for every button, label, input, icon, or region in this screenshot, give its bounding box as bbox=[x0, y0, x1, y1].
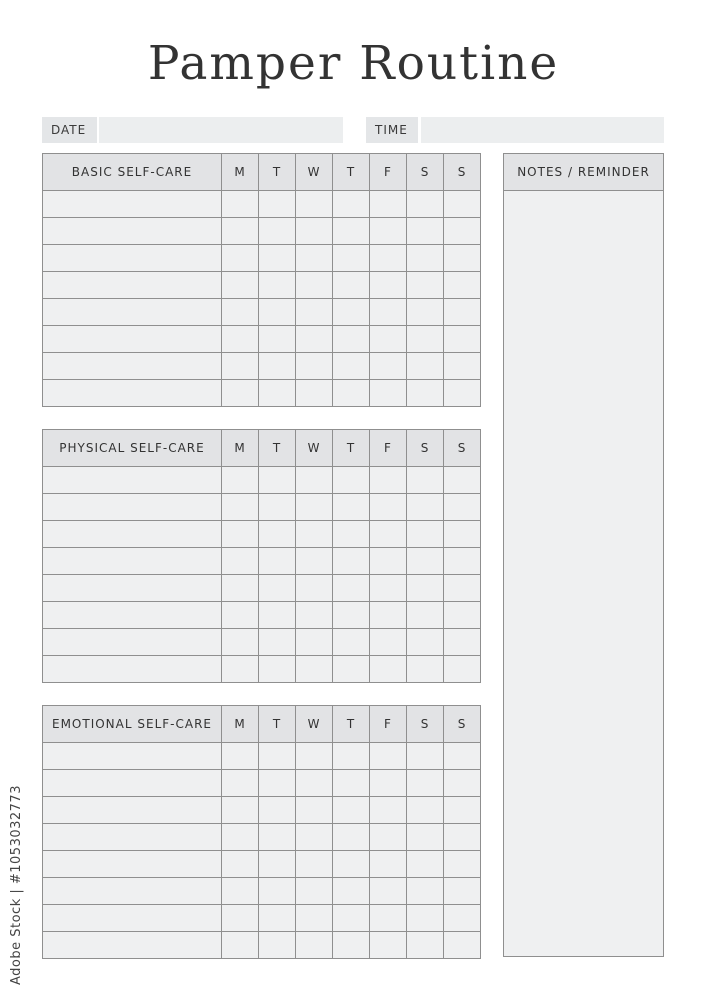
check-cell[interactable] bbox=[222, 770, 259, 797]
check-cell[interactable] bbox=[222, 602, 259, 629]
notes-area[interactable] bbox=[504, 191, 663, 957]
check-cell[interactable] bbox=[444, 797, 481, 824]
check-cell[interactable] bbox=[407, 575, 444, 602]
check-cell[interactable] bbox=[407, 905, 444, 932]
check-cell[interactable] bbox=[333, 824, 370, 851]
check-cell[interactable] bbox=[333, 548, 370, 575]
table-row bbox=[43, 851, 481, 878]
check-cell[interactable] bbox=[259, 905, 296, 932]
check-cell[interactable] bbox=[444, 656, 481, 683]
check-cell[interactable] bbox=[444, 548, 481, 575]
check-cell[interactable] bbox=[296, 245, 333, 272]
check-cell[interactable] bbox=[407, 797, 444, 824]
table-row bbox=[43, 932, 481, 959]
check-cell[interactable] bbox=[222, 851, 259, 878]
check-cell[interactable] bbox=[370, 380, 407, 407]
task-cell[interactable] bbox=[43, 770, 222, 797]
check-cell[interactable] bbox=[444, 272, 481, 299]
day-header: T bbox=[259, 430, 296, 467]
check-cell[interactable] bbox=[407, 770, 444, 797]
check-cell[interactable] bbox=[370, 743, 407, 770]
check-cell[interactable] bbox=[296, 494, 333, 521]
check-cell[interactable] bbox=[259, 326, 296, 353]
day-header: W bbox=[296, 706, 333, 743]
check-cell[interactable] bbox=[333, 797, 370, 824]
table-row bbox=[43, 245, 481, 272]
check-cell[interactable] bbox=[444, 521, 481, 548]
check-cell[interactable] bbox=[370, 575, 407, 602]
time-field[interactable] bbox=[421, 117, 664, 143]
task-cell[interactable] bbox=[43, 326, 222, 353]
check-cell[interactable] bbox=[296, 218, 333, 245]
task-cell[interactable] bbox=[43, 272, 222, 299]
task-cell[interactable] bbox=[43, 743, 222, 770]
table-row bbox=[43, 494, 481, 521]
check-cell[interactable] bbox=[370, 602, 407, 629]
check-cell[interactable] bbox=[222, 932, 259, 959]
check-cell[interactable] bbox=[407, 272, 444, 299]
check-cell[interactable] bbox=[370, 245, 407, 272]
task-cell[interactable] bbox=[43, 656, 222, 683]
check-cell[interactable] bbox=[222, 272, 259, 299]
check-cell[interactable] bbox=[333, 191, 370, 218]
check-cell[interactable] bbox=[259, 629, 296, 656]
section-heading: EMOTIONAL SELF-CARE bbox=[43, 706, 222, 743]
check-cell[interactable] bbox=[370, 824, 407, 851]
table-row bbox=[43, 548, 481, 575]
check-cell[interactable] bbox=[296, 299, 333, 326]
check-cell[interactable] bbox=[222, 380, 259, 407]
check-cell[interactable] bbox=[259, 494, 296, 521]
day-header: S bbox=[444, 430, 481, 467]
table-row bbox=[43, 656, 481, 683]
day-header: T bbox=[333, 706, 370, 743]
check-cell[interactable] bbox=[444, 602, 481, 629]
task-cell[interactable] bbox=[43, 602, 222, 629]
check-cell[interactable] bbox=[407, 218, 444, 245]
table-row bbox=[43, 467, 481, 494]
check-cell[interactable] bbox=[333, 575, 370, 602]
task-cell[interactable] bbox=[43, 797, 222, 824]
day-header: M bbox=[222, 154, 259, 191]
check-cell[interactable] bbox=[407, 353, 444, 380]
day-header: S bbox=[407, 706, 444, 743]
check-cell[interactable] bbox=[407, 191, 444, 218]
task-cell[interactable] bbox=[43, 380, 222, 407]
check-cell[interactable] bbox=[333, 629, 370, 656]
check-cell[interactable] bbox=[296, 770, 333, 797]
check-cell[interactable] bbox=[259, 878, 296, 905]
check-cell[interactable] bbox=[259, 353, 296, 380]
check-cell[interactable] bbox=[333, 380, 370, 407]
check-cell[interactable] bbox=[259, 743, 296, 770]
table-row bbox=[43, 878, 481, 905]
check-cell[interactable] bbox=[370, 629, 407, 656]
check-cell[interactable] bbox=[407, 743, 444, 770]
check-cell[interactable] bbox=[370, 494, 407, 521]
check-cell[interactable] bbox=[259, 851, 296, 878]
task-cell[interactable] bbox=[43, 575, 222, 602]
table-row bbox=[43, 326, 481, 353]
check-cell[interactable] bbox=[296, 656, 333, 683]
check-cell[interactable] bbox=[333, 743, 370, 770]
check-cell[interactable] bbox=[333, 245, 370, 272]
check-cell[interactable] bbox=[296, 353, 333, 380]
check-cell[interactable] bbox=[259, 770, 296, 797]
check-cell[interactable] bbox=[370, 467, 407, 494]
check-cell[interactable] bbox=[259, 380, 296, 407]
day-header: M bbox=[222, 430, 259, 467]
check-cell[interactable] bbox=[296, 602, 333, 629]
day-header: F bbox=[370, 706, 407, 743]
table-row bbox=[43, 629, 481, 656]
task-cell[interactable] bbox=[43, 629, 222, 656]
check-cell[interactable] bbox=[444, 326, 481, 353]
check-cell[interactable] bbox=[222, 743, 259, 770]
check-cell[interactable] bbox=[370, 326, 407, 353]
table-row bbox=[43, 353, 481, 380]
task-cell[interactable] bbox=[43, 548, 222, 575]
check-cell[interactable] bbox=[222, 575, 259, 602]
table-row bbox=[43, 380, 481, 407]
page-title: Pamper Routine bbox=[147, 36, 560, 91]
task-cell[interactable] bbox=[43, 521, 222, 548]
check-cell[interactable] bbox=[370, 770, 407, 797]
check-cell[interactable] bbox=[222, 245, 259, 272]
check-cell[interactable] bbox=[407, 878, 444, 905]
check-cell[interactable] bbox=[370, 797, 407, 824]
check-cell[interactable] bbox=[407, 521, 444, 548]
check-cell[interactable] bbox=[444, 380, 481, 407]
check-cell[interactable] bbox=[296, 824, 333, 851]
task-cell[interactable] bbox=[43, 245, 222, 272]
check-cell[interactable] bbox=[333, 272, 370, 299]
check-cell[interactable] bbox=[407, 629, 444, 656]
task-cell[interactable] bbox=[43, 824, 222, 851]
table-row bbox=[43, 191, 481, 218]
check-cell[interactable] bbox=[444, 629, 481, 656]
check-cell[interactable] bbox=[333, 851, 370, 878]
check-cell[interactable] bbox=[370, 521, 407, 548]
check-cell[interactable] bbox=[444, 467, 481, 494]
check-cell[interactable] bbox=[370, 878, 407, 905]
check-cell[interactable] bbox=[296, 878, 333, 905]
check-cell[interactable] bbox=[259, 467, 296, 494]
check-cell[interactable] bbox=[444, 905, 481, 932]
check-cell[interactable] bbox=[259, 548, 296, 575]
check-cell[interactable] bbox=[222, 521, 259, 548]
date-label: DATE bbox=[42, 117, 97, 143]
check-cell[interactable] bbox=[407, 824, 444, 851]
check-cell[interactable] bbox=[296, 797, 333, 824]
check-cell[interactable] bbox=[296, 932, 333, 959]
check-cell[interactable] bbox=[333, 218, 370, 245]
check-cell[interactable] bbox=[444, 353, 481, 380]
check-cell[interactable] bbox=[333, 521, 370, 548]
check-cell[interactable] bbox=[407, 380, 444, 407]
table-row bbox=[43, 575, 481, 602]
check-cell[interactable] bbox=[333, 656, 370, 683]
check-cell[interactable] bbox=[222, 326, 259, 353]
check-cell[interactable] bbox=[333, 299, 370, 326]
check-cell[interactable] bbox=[296, 851, 333, 878]
check-cell[interactable] bbox=[259, 602, 296, 629]
check-cell[interactable] bbox=[222, 656, 259, 683]
task-cell[interactable] bbox=[43, 353, 222, 380]
day-header: T bbox=[333, 154, 370, 191]
check-cell[interactable] bbox=[444, 932, 481, 959]
day-header: M bbox=[222, 706, 259, 743]
check-cell[interactable] bbox=[259, 797, 296, 824]
stock-id-stamp: Adobe Stock | #1053032773 bbox=[9, 785, 24, 985]
day-header: T bbox=[333, 430, 370, 467]
task-cell[interactable] bbox=[43, 218, 222, 245]
check-cell[interactable] bbox=[296, 743, 333, 770]
check-cell[interactable] bbox=[296, 905, 333, 932]
check-cell[interactable] bbox=[444, 575, 481, 602]
check-cell[interactable] bbox=[259, 218, 296, 245]
task-cell[interactable] bbox=[43, 191, 222, 218]
check-cell[interactable] bbox=[333, 602, 370, 629]
check-cell[interactable] bbox=[259, 656, 296, 683]
check-cell[interactable] bbox=[296, 380, 333, 407]
day-header: T bbox=[259, 706, 296, 743]
check-cell[interactable] bbox=[407, 932, 444, 959]
check-cell[interactable] bbox=[407, 467, 444, 494]
check-cell[interactable] bbox=[333, 905, 370, 932]
day-header: S bbox=[444, 706, 481, 743]
check-cell[interactable] bbox=[407, 548, 444, 575]
check-cell[interactable] bbox=[333, 878, 370, 905]
check-cell[interactable] bbox=[333, 353, 370, 380]
check-cell[interactable] bbox=[407, 326, 444, 353]
check-cell[interactable] bbox=[407, 851, 444, 878]
day-header: T bbox=[259, 154, 296, 191]
check-cell[interactable] bbox=[333, 770, 370, 797]
basic-self-care-table bbox=[42, 153, 481, 407]
check-cell[interactable] bbox=[370, 656, 407, 683]
check-cell[interactable] bbox=[333, 326, 370, 353]
notes-heading: NOTES / REMINDER bbox=[504, 154, 663, 191]
check-cell[interactable] bbox=[259, 245, 296, 272]
check-cell[interactable] bbox=[296, 272, 333, 299]
check-cell[interactable] bbox=[296, 575, 333, 602]
check-cell[interactable] bbox=[407, 656, 444, 683]
check-cell[interactable] bbox=[259, 932, 296, 959]
check-cell[interactable] bbox=[222, 878, 259, 905]
check-cell[interactable] bbox=[222, 548, 259, 575]
table-row bbox=[43, 602, 481, 629]
check-cell[interactable] bbox=[333, 467, 370, 494]
time-label: TIME bbox=[366, 117, 418, 143]
check-cell[interactable] bbox=[444, 824, 481, 851]
check-cell[interactable] bbox=[222, 905, 259, 932]
check-cell[interactable] bbox=[370, 353, 407, 380]
check-cell[interactable] bbox=[370, 548, 407, 575]
task-cell[interactable] bbox=[43, 467, 222, 494]
check-cell[interactable] bbox=[444, 851, 481, 878]
check-cell[interactable] bbox=[333, 494, 370, 521]
check-cell[interactable] bbox=[222, 494, 259, 521]
check-cell[interactable] bbox=[296, 629, 333, 656]
check-cell[interactable] bbox=[370, 299, 407, 326]
check-cell[interactable] bbox=[296, 326, 333, 353]
table-row bbox=[43, 770, 481, 797]
day-header: W bbox=[296, 154, 333, 191]
check-cell[interactable] bbox=[222, 299, 259, 326]
check-cell[interactable] bbox=[296, 467, 333, 494]
check-cell[interactable] bbox=[407, 299, 444, 326]
table-row bbox=[43, 905, 481, 932]
table-row bbox=[43, 521, 481, 548]
check-cell[interactable] bbox=[444, 878, 481, 905]
notes-panel bbox=[503, 153, 664, 957]
check-cell[interactable] bbox=[370, 191, 407, 218]
check-cell[interactable] bbox=[222, 353, 259, 380]
date-field[interactable] bbox=[99, 117, 343, 143]
table-row bbox=[43, 299, 481, 326]
task-cell[interactable] bbox=[43, 494, 222, 521]
table-row bbox=[43, 743, 481, 770]
section-heading: PHYSICAL SELF-CARE bbox=[43, 430, 222, 467]
task-cell[interactable] bbox=[43, 905, 222, 932]
table-row bbox=[43, 272, 481, 299]
check-cell[interactable] bbox=[370, 905, 407, 932]
check-cell[interactable] bbox=[222, 824, 259, 851]
check-cell[interactable] bbox=[370, 272, 407, 299]
day-header: W bbox=[296, 430, 333, 467]
check-cell[interactable] bbox=[370, 932, 407, 959]
check-cell[interactable] bbox=[259, 521, 296, 548]
check-cell[interactable] bbox=[222, 191, 259, 218]
check-cell[interactable] bbox=[444, 218, 481, 245]
check-cell[interactable] bbox=[222, 629, 259, 656]
check-cell[interactable] bbox=[259, 272, 296, 299]
day-header: F bbox=[370, 154, 407, 191]
table-row bbox=[43, 218, 481, 245]
check-cell[interactable] bbox=[407, 602, 444, 629]
check-cell[interactable] bbox=[444, 245, 481, 272]
day-header: F bbox=[370, 430, 407, 467]
check-cell[interactable] bbox=[296, 191, 333, 218]
day-header: S bbox=[444, 154, 481, 191]
task-cell[interactable] bbox=[43, 878, 222, 905]
day-header: S bbox=[407, 430, 444, 467]
physical-self-care-table bbox=[42, 429, 481, 683]
check-cell[interactable] bbox=[222, 467, 259, 494]
task-cell[interactable] bbox=[43, 299, 222, 326]
check-cell[interactable] bbox=[259, 299, 296, 326]
check-cell[interactable] bbox=[444, 743, 481, 770]
check-cell[interactable] bbox=[407, 494, 444, 521]
check-cell[interactable] bbox=[444, 191, 481, 218]
check-cell[interactable] bbox=[370, 218, 407, 245]
check-cell[interactable] bbox=[333, 932, 370, 959]
check-cell[interactable] bbox=[259, 824, 296, 851]
check-cell[interactable] bbox=[444, 494, 481, 521]
emotional-self-care-table bbox=[42, 705, 481, 959]
check-cell[interactable] bbox=[296, 548, 333, 575]
check-cell[interactable] bbox=[259, 191, 296, 218]
check-cell[interactable] bbox=[370, 851, 407, 878]
check-cell[interactable] bbox=[259, 575, 296, 602]
task-cell[interactable] bbox=[43, 851, 222, 878]
check-cell[interactable] bbox=[407, 245, 444, 272]
check-cell[interactable] bbox=[296, 521, 333, 548]
section-heading: BASIC SELF-CARE bbox=[43, 154, 222, 191]
task-cell[interactable] bbox=[43, 932, 222, 959]
table-row bbox=[43, 824, 481, 851]
table-row bbox=[43, 797, 481, 824]
check-cell[interactable] bbox=[222, 797, 259, 824]
day-header: S bbox=[407, 154, 444, 191]
check-cell[interactable] bbox=[444, 299, 481, 326]
check-cell[interactable] bbox=[222, 218, 259, 245]
check-cell[interactable] bbox=[444, 770, 481, 797]
